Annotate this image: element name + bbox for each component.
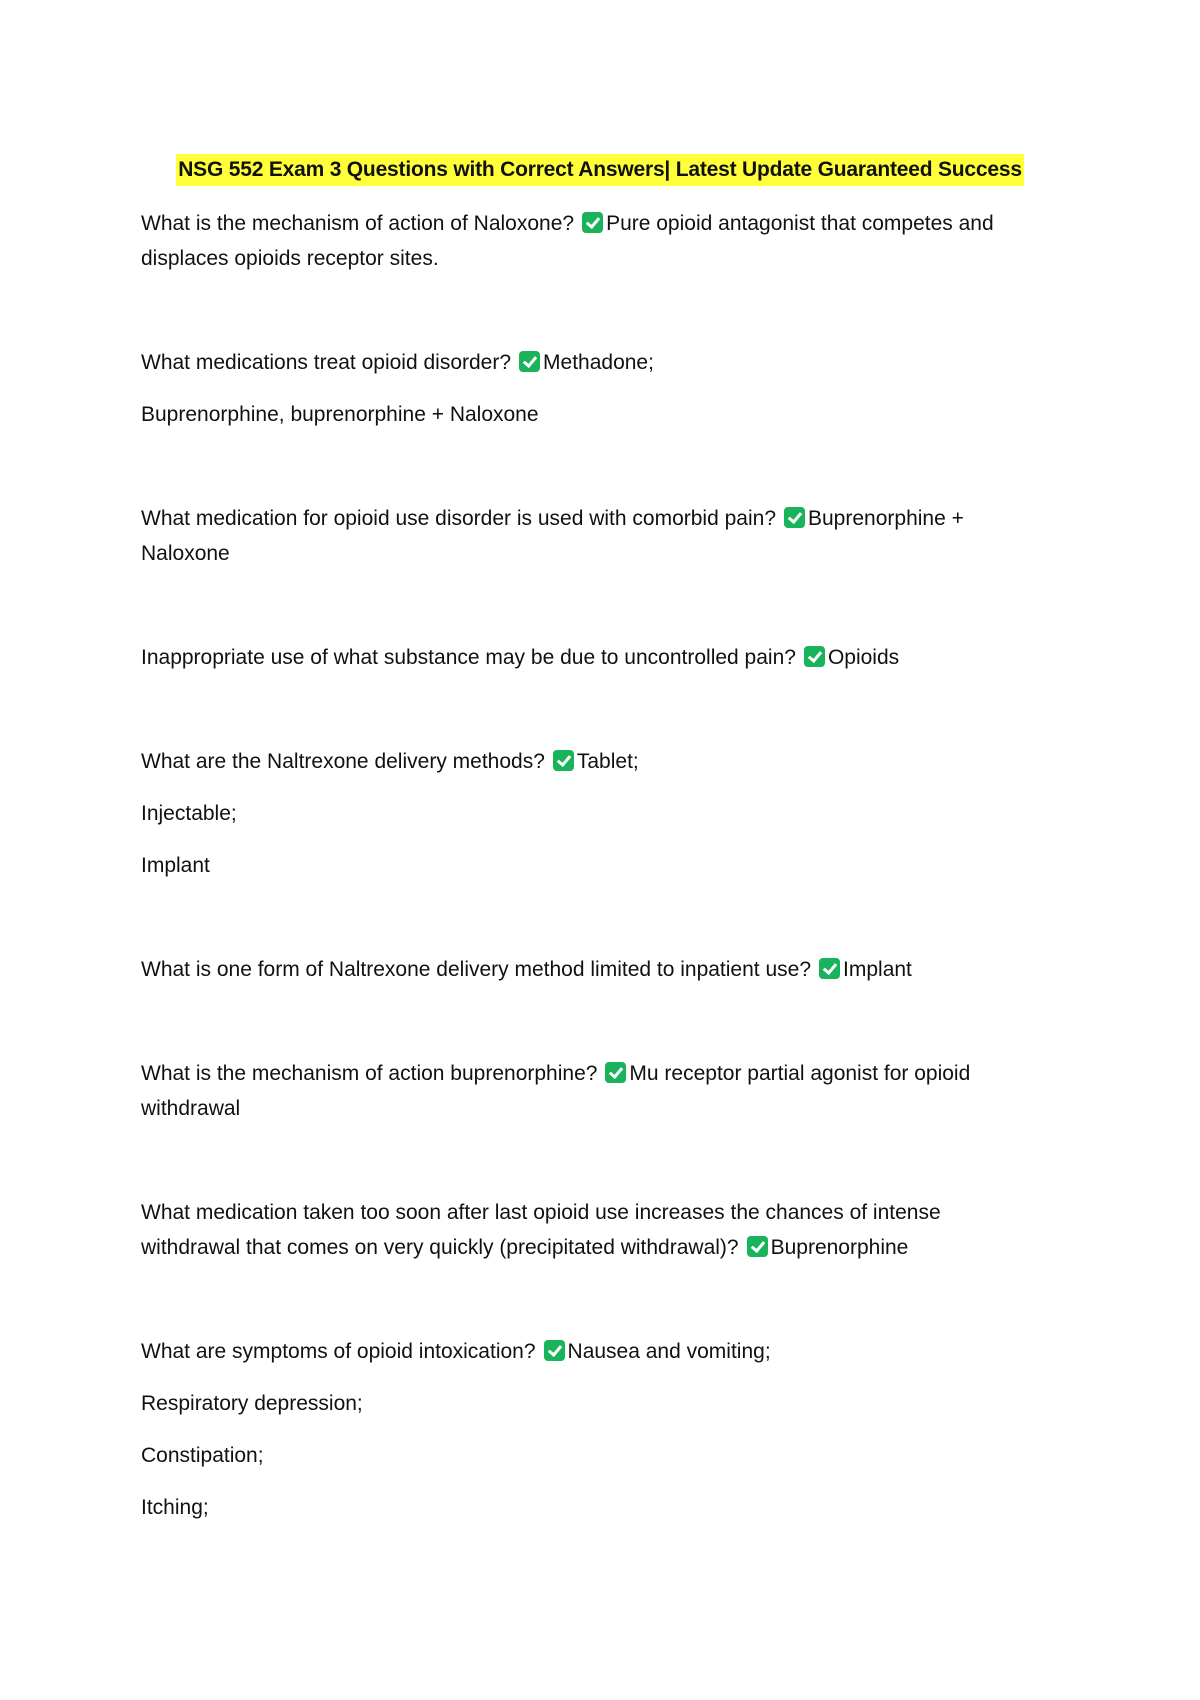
answer-text: Buprenorphine <box>770 1236 909 1259</box>
answer-continuation: Respiratory depression; <box>141 1392 363 1415</box>
question-text: What is the mechanism of action of Naloxone? <box>141 212 575 235</box>
question-text: What medications treat opioid disorder? <box>141 351 512 374</box>
title-container <box>0 154 1200 186</box>
qa-item <box>141 1334 1041 1525</box>
qa-line <box>141 1056 1041 1126</box>
qa-item <box>141 952 1041 987</box>
qa-line <box>141 1334 1041 1369</box>
answer-continuation: Injectable; <box>141 802 237 825</box>
question-text: What are symptoms of opioid intoxication? <box>141 1340 536 1363</box>
qa-line <box>141 1195 1041 1265</box>
question-text: Inappropriate use of what substance may be due to uncontrolled pain? <box>141 646 796 669</box>
qa-item <box>141 1056 1041 1126</box>
check-mark-icon <box>544 1340 565 1361</box>
qa-line <box>141 345 1041 380</box>
question-text: What medication for opioid use disorder is used with comorbid pain? <box>141 507 776 530</box>
answer-text: Methadone; <box>543 351 654 374</box>
qa-item <box>141 1195 1041 1265</box>
answer-text: Mu receptor partial agonist for opioid withdrawal <box>141 1062 971 1120</box>
check-mark-icon <box>519 351 540 372</box>
answer-continuation: Buprenorphine, buprenorphine + Naloxone <box>141 403 539 426</box>
answer-text: Implant <box>843 958 912 981</box>
qa-item <box>141 206 1041 276</box>
check-mark-icon <box>582 212 603 233</box>
answer-text: Nausea and vomiting; <box>567 1340 771 1363</box>
qa-line <box>141 952 1041 987</box>
check-mark-icon <box>553 750 574 771</box>
question-text: What are the Naltrexone delivery methods? <box>141 750 545 773</box>
qa-list <box>141 206 1041 1594</box>
qa-item <box>141 345 1041 432</box>
answer-text: Opioids <box>827 646 900 669</box>
qa-line <box>141 501 1041 571</box>
answer-text: Tablet; <box>576 750 639 773</box>
check-mark-icon <box>804 646 825 667</box>
check-mark-icon <box>819 958 840 979</box>
question-text: What medication taken too soon after last opioid use increases the chances of intense withdrawal that comes on very quickly (precipitated withdrawal)? <box>141 1201 941 1259</box>
question-text: What is the mechanism of action buprenorphine? <box>141 1062 598 1085</box>
answer-continuation: Constipation; <box>141 1444 264 1467</box>
qa-item <box>141 640 1041 675</box>
qa-line <box>141 744 1041 779</box>
qa-line <box>141 640 1041 675</box>
check-mark-icon <box>784 507 805 528</box>
check-mark-icon <box>747 1236 768 1257</box>
question-text: What is one form of Naltrexone delivery method limited to inpatient use? <box>141 958 812 981</box>
answer-continuation: Itching; <box>141 1496 209 1519</box>
qa-line <box>141 206 1041 276</box>
qa-item <box>141 501 1041 571</box>
check-mark-icon <box>605 1062 626 1083</box>
answer-text: Pure opioid antagonist that competes and displaces opioids receptor sites. <box>141 212 994 270</box>
qa-item <box>141 744 1041 883</box>
document-title: NSG 552 Exam 3 Questions with Correct Answers| Latest Update Guaranteed Success <box>176 154 1024 186</box>
answer-continuation: Implant <box>141 854 210 877</box>
answer-text: Buprenorphine + Naloxone <box>141 507 964 565</box>
